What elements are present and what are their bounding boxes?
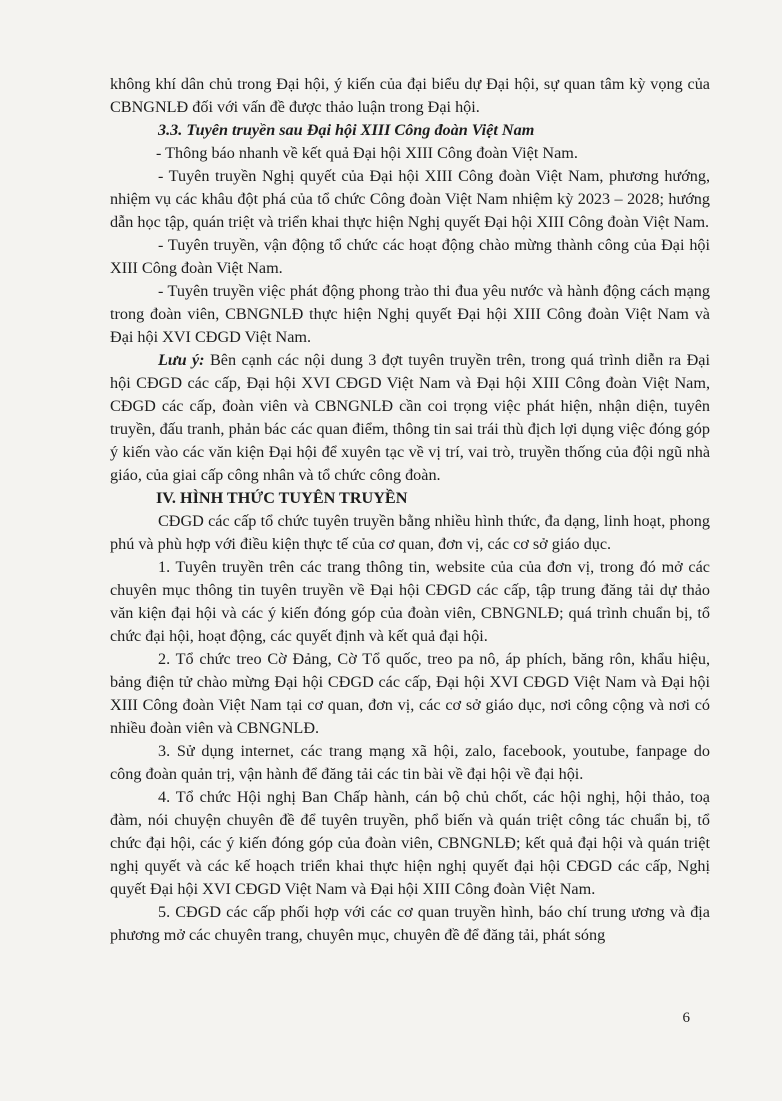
- bullet-mobilize: - Tuyên truyền, vận động tổ chức các hoạt động chào mừng thành công của Đại hội XIII Công đoàn Việt Nam.: [110, 236, 710, 277]
- note-label: Lưu ý:: [158, 351, 205, 369]
- note-text: Bên cạnh các nội dung 3 đợt tuyên truyền trên, trong quá trình diễn ra Đại hội CĐGD các cấp, Đại hội XVI CĐGD Việt Nam và Đại hội XIII Công đoàn Việt Nam, CĐGD các cấp, đoàn viên và CBNGNLĐ cần coi trọng việc phát hiện, nhận diện, tuyên truyền, đấu tranh, phản bác các quan điểm, thông tin sai trái thù địch lợi dụng việc đóng góp ý kiến vào các văn kiện Đại hội để xuyên tạc về vị trí, vai trò, truyền thống của đội ngũ nhà giáo, của giai cấp công nhân và tổ chức công đoàn.: [110, 351, 710, 484]
- item-4: 4. Tổ chức Hội nghị Ban Chấp hành, cán bộ chủ chốt, các hội nghị, hội thảo, toạ đàm, nói chuyện chuyên đề để tuyên truyền, phổ biến và quán triệt công tác chuẩn bị, tổ chức đại hội, các ý kiến đóng góp của đoàn viên, CBNGNLĐ; kết quả đại hội và quán triệt nghị quyết và các kế hoạch triển khai thực hiện nghị quyết đại hội CĐGD các cấp, Nghị quyết Đại hội XVI CĐGD Việt Nam và Đại hội XIII Công đoàn Việt Nam.: [110, 788, 710, 898]
- heading-3-3: 3.3. Tuyên truyền sau Đại hội XIII Công đoàn Việt Nam: [158, 121, 535, 139]
- bullet-announce-results: - Thông báo nhanh về kết quả Đại hội XIII Công đoàn Việt Nam.: [156, 144, 578, 162]
- note-paragraph: [110, 349, 710, 487]
- bullet-resolution: - Tuyên truyền Nghị quyết của Đại hội XIII Công đoàn Việt Nam, phương hướng, nhiệm vụ các khâu đột phá của tổ chức Công đoàn Việt Nam nhiệm kỳ 2023 – 2028; hướng dẫn học tập, quán triệt và triển khai thực hiện Nghị quyết Đại hội XIII Công đoàn Việt Nam.: [110, 167, 710, 231]
- item-3: 3. Sử dụng internet, các trang mạng xã hội, zalo, facebook, youtube, fanpage do công đoàn quản trị, vận hành để đăng tải các tin bài về đại hội về đại hội.: [110, 742, 710, 783]
- item-1: 1. Tuyên truyền trên các trang thông tin, website của của đơn vị, trong đó mở các chuyên mục thông tin tuyên truyền về Đại hội CĐGD các cấp, tập trung đăng tải dự thảo văn kiện đại hội và các ý kiến đóng góp của đoàn viên, CBNGNLĐ; quá trình chuẩn bị, tổ chức đại hội, hoạt động, các quyết định và kết quả đại hội.: [110, 558, 710, 645]
- item-5: 5. CĐGD các cấp phối hợp với các cơ quan truyền hình, báo chí trung ương và địa phương mở các chuyên trang, chuyên mục, chuyên đề để đăng tải, phát sóng: [110, 903, 710, 944]
- page-number: 6: [682, 1010, 690, 1026]
- heading-iv: IV. HÌNH THỨC TUYÊN TRUYỀN: [156, 489, 408, 507]
- item-2: 2. Tổ chức treo Cờ Đảng, Cờ Tổ quốc, treo pa nô, áp phích, băng rôn, khẩu hiệu, bảng điện tử chào mừng Đại hội CĐGD các cấp, Đại hội XVI CĐGD Việt Nam và Đại hội XIII Công đoàn Việt Nam tại cơ quan, đơn vị, các cơ sở giáo dục, nơi công cộng và nơi có nhiều đoàn viên và CBNGNLĐ.: [110, 650, 710, 737]
- paragraph-iv-intro: CĐGD các cấp tổ chức tuyên truyền bằng nhiều hình thức, đa dạng, linh hoạt, phong phú và phù hợp với điều kiện thực tế của cơ quan, đơn vị, các cơ sở giáo dục.: [110, 512, 710, 553]
- bullet-emulation: - Tuyên truyền việc phát động phong trào thi đua yêu nước và hành động cách mạng trong đoàn viên, CBNGNLĐ thực hiện Nghị quyết Đại hội XIII Công đoàn Việt Nam và Đại hội XVI CĐGD Việt Nam.: [110, 282, 710, 346]
- paragraph-intro: không khí dân chủ trong Đại hội, ý kiến của đại biểu dự Đại hội, sự quan tâm kỳ vọng của CBNGNLĐ đối với vấn đề được thảo luận trong Đại hội.: [110, 75, 710, 116]
